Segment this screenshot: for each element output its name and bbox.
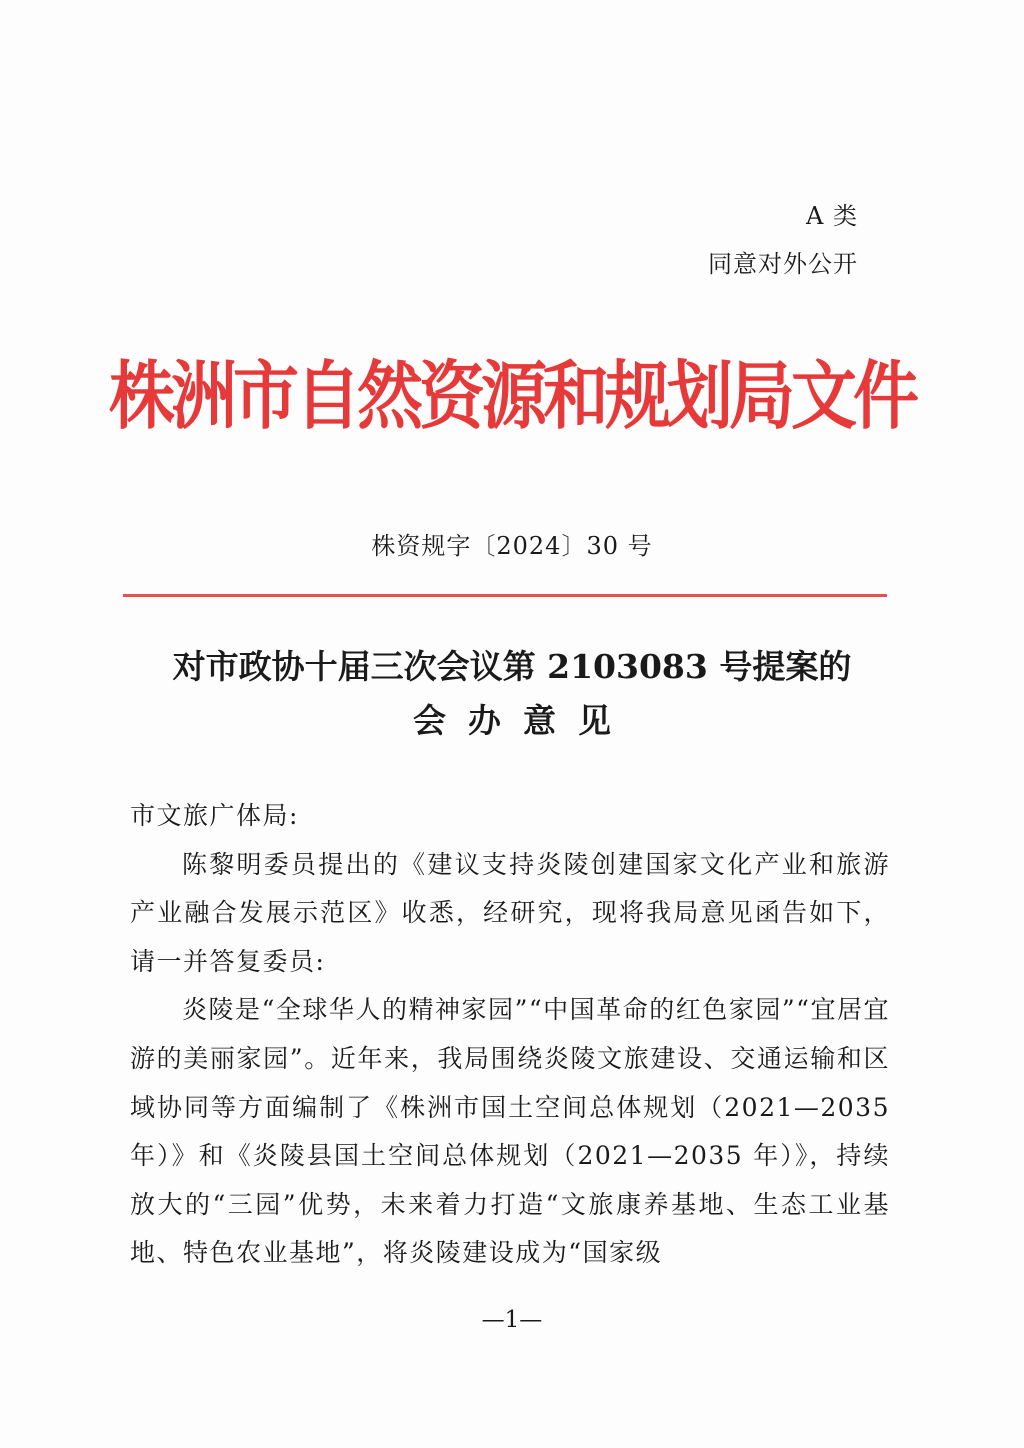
title-line-1: 对市政协十届三次会议第 2103083 号提案的 xyxy=(172,647,852,686)
page-number: —1— xyxy=(481,1307,543,1333)
red-divider xyxy=(123,594,887,597)
disclosure-label: 同意对外公开 xyxy=(708,250,858,278)
document-number: 株资规字〔2024〕30 号 xyxy=(371,532,653,560)
classification-block xyxy=(708,192,858,288)
body-paragraph-2: 炎陵是“全球华人的精神家园”“中国革命的红色家园”“宜居宜游的美丽家园”。近年来，我局围绕炎陵文旅建设、交通运输和区域协同等方面编制了《株洲市国土空间总体规划（2021—2035 年）》和《炎陵县国土空间总体规划（2021—2035 年）》，持续放大的“三园”优势，未来着力打造“文旅康养基地、生态工业基地、特色农业基地”，将炎陵建设成为“国家级 xyxy=(130,995,890,1268)
addressee: 市文旅广体局: xyxy=(130,801,299,830)
body-paragraph-1: 陈黎明委员提出的《建议支持炎陵创建国家文化产业和旅游产业融合发展示范区》收悉，经研究，现将我局意见函告如下，请一并答复委员: xyxy=(130,849,890,976)
category-label: A 类 xyxy=(806,202,858,230)
masthead-title: 株洲市自然资源和规划局文件 xyxy=(109,353,915,440)
document-body xyxy=(130,792,890,1278)
title-line-2: 会办意见 xyxy=(413,701,633,740)
document-title xyxy=(0,640,1024,748)
